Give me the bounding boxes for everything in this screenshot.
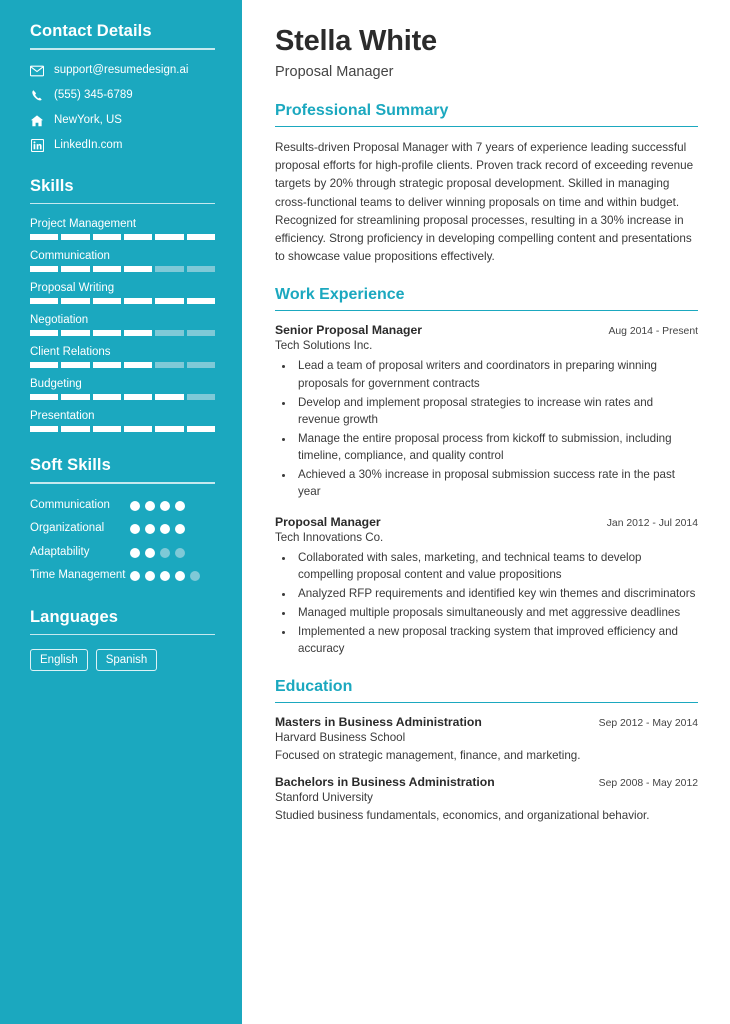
skills-list xyxy=(30,218,215,432)
skill-segment xyxy=(155,426,183,432)
skill-segment xyxy=(124,330,152,336)
skill-rating-bar xyxy=(30,298,215,304)
job-bullet: • Collaborated with sales, marketing, and technical teams to develop compelling proposal content and value propositions xyxy=(295,549,698,583)
skill-segment xyxy=(93,298,121,304)
skill-name: Negotiation xyxy=(30,314,89,327)
education-school: Harvard Business School xyxy=(275,730,406,744)
skill-segment xyxy=(187,330,215,336)
job-date: Aug 2014 - Present xyxy=(608,326,698,338)
skill-segment xyxy=(155,362,183,368)
professional-summary-section xyxy=(275,102,698,266)
skill-rating-bar xyxy=(30,426,215,432)
job-bullet: • Lead a team of proposal writers and coordinators in preparing winning proposals for government contracts xyxy=(295,357,698,391)
divider xyxy=(30,634,215,636)
skill-segment xyxy=(30,426,58,432)
job-header xyxy=(275,515,698,529)
rating-dot xyxy=(145,571,155,581)
skill-segment xyxy=(30,234,58,240)
divider xyxy=(30,48,215,50)
skill-segment xyxy=(155,330,183,336)
job-date: Jan 2012 - Jul 2014 xyxy=(606,517,698,529)
skill-segment xyxy=(93,330,121,336)
skills-title: Skills xyxy=(30,176,74,195)
contact-list xyxy=(30,64,215,153)
job-entry xyxy=(275,515,698,658)
skill-item xyxy=(30,410,215,432)
skill-segment xyxy=(155,234,183,240)
job-bullet-list xyxy=(295,549,698,658)
candidate-role: Proposal Manager xyxy=(275,63,394,80)
rating-dot xyxy=(190,571,200,581)
contact-item-text: support@resumedesign.ai xyxy=(54,63,189,76)
rating-dot xyxy=(130,501,140,511)
skill-segment xyxy=(124,394,152,400)
education-date: Sep 2012 - May 2014 xyxy=(598,717,698,729)
soft-skill-item xyxy=(30,498,215,514)
languages-title: Languages xyxy=(30,607,119,626)
skill-segment xyxy=(61,330,89,336)
rating-dot xyxy=(130,571,140,581)
skill-segment xyxy=(187,234,215,240)
divider xyxy=(30,482,215,484)
contact-item[interactable] xyxy=(30,139,215,153)
soft-skill-item xyxy=(30,545,215,561)
job-header xyxy=(275,323,698,337)
education-description: Studied business fundamentals, economics, and organizational behavior. xyxy=(275,808,650,822)
skill-segment xyxy=(124,234,152,240)
skill-segment xyxy=(124,266,152,272)
education-title: Education xyxy=(275,677,353,695)
job-bullet: • Implemented a new proposal tracking system that improved efficiency and accuracy xyxy=(295,623,698,657)
rating-dot xyxy=(145,548,155,558)
job-company: Tech Solutions Inc. xyxy=(275,339,373,353)
skill-rating-bar xyxy=(30,266,215,272)
contact-item-text: NewYork, US xyxy=(54,113,122,126)
linkedin-icon xyxy=(30,139,44,153)
skill-rating-bar xyxy=(30,394,215,400)
skill-segment xyxy=(93,234,121,240)
sidebar xyxy=(0,0,245,1024)
skill-segment xyxy=(155,298,183,304)
skill-segment xyxy=(61,426,89,432)
soft-skills-list xyxy=(30,498,215,584)
contact-details-title: Contact Details xyxy=(30,22,152,40)
soft-skill-name: Communication xyxy=(30,498,110,511)
rating-dot xyxy=(175,524,185,534)
rating-dot xyxy=(175,548,185,558)
education-entry xyxy=(275,775,698,822)
contact-item-text: (555) 345-6789 xyxy=(54,88,133,101)
soft-skill-rating xyxy=(130,498,202,511)
skill-rating-bar xyxy=(30,330,215,336)
rating-dot xyxy=(160,524,170,534)
divider xyxy=(275,310,698,311)
soft-skill-rating xyxy=(130,545,202,558)
skill-segment xyxy=(155,266,183,272)
language-chip: Spanish xyxy=(96,649,158,671)
skill-segment xyxy=(30,394,58,400)
soft-skill-rating xyxy=(130,568,202,581)
skill-segment xyxy=(155,394,183,400)
rating-dot xyxy=(160,548,170,558)
phone-icon xyxy=(30,89,44,103)
work-experience-section xyxy=(275,286,698,657)
job-bullet: • Develop and implement proposal strategies to increase win rates and revenue growth xyxy=(295,394,698,428)
skill-segment xyxy=(30,298,58,304)
skill-item xyxy=(30,346,215,368)
professional-summary-text: Results-driven Proposal Manager with 7 years of experience leading successful proposal efforts for high-profile clients. Proven track record of exceeding revenue targets by 20% through strategic proposal development. Skilled in managing cross-functional teams to deliver winning proposals on time and within budget. Recognized for streamlining proposal processes, resulting in a 30% increase in efficiency. Strong proficiency in developing compelling content and presentations to showcase value propositions effectively. xyxy=(275,141,694,263)
job-title: Proposal Manager xyxy=(275,514,381,529)
skill-segment xyxy=(187,266,215,272)
candidate-name: Stella White xyxy=(275,25,437,57)
skill-name: Budgeting xyxy=(30,378,82,391)
jobs-list xyxy=(275,323,698,657)
skill-item xyxy=(30,314,215,336)
contact-item-text: LinkedIn.com xyxy=(54,138,123,151)
skill-item xyxy=(30,282,215,304)
rating-dot xyxy=(175,571,185,581)
skill-segment xyxy=(187,394,215,400)
rating-dot xyxy=(160,571,170,581)
skill-segment xyxy=(124,362,152,368)
skill-segment xyxy=(187,362,215,368)
soft-skill-name: Organizational xyxy=(30,522,105,535)
contact-item[interactable] xyxy=(30,114,215,128)
rating-dot xyxy=(160,501,170,511)
job-bullet: • Manage the entire proposal process from kickoff to submission, including timeline, compliance, and quality control xyxy=(295,430,698,464)
skill-item xyxy=(30,250,215,272)
skill-segment xyxy=(61,234,89,240)
home-icon xyxy=(30,114,44,128)
skill-segment xyxy=(187,426,215,432)
skill-segment xyxy=(93,426,121,432)
job-bullet-list xyxy=(295,357,698,500)
contact-item[interactable] xyxy=(30,64,215,78)
divider xyxy=(275,126,698,127)
skill-segment xyxy=(61,362,89,368)
education-entry xyxy=(275,715,698,762)
divider xyxy=(30,203,215,205)
skill-name: Presentation xyxy=(30,410,95,423)
rating-dot xyxy=(130,524,140,534)
divider xyxy=(275,702,698,703)
rating-dot xyxy=(145,524,155,534)
skills-section xyxy=(30,177,215,433)
soft-skill-name: Time Management xyxy=(30,569,126,582)
professional-summary-title: Professional Summary xyxy=(275,101,449,119)
work-experience-title: Work Experience xyxy=(275,286,405,304)
job-company: Tech Innovations Co. xyxy=(275,530,384,544)
rating-dot xyxy=(130,548,140,558)
soft-skill-item xyxy=(30,521,215,537)
contact-details-section xyxy=(30,22,215,153)
skill-rating-bar xyxy=(30,234,215,240)
skill-segment xyxy=(124,426,152,432)
contact-item[interactable] xyxy=(30,89,215,103)
skill-item xyxy=(30,378,215,400)
skill-rating-bar xyxy=(30,362,215,368)
education-degree: Masters in Business Administration xyxy=(275,714,482,729)
envelope-icon xyxy=(30,64,44,78)
skill-name: Proposal Writing xyxy=(30,282,115,295)
skill-segment xyxy=(93,362,121,368)
education-header xyxy=(275,775,698,789)
education-list xyxy=(275,715,698,822)
soft-skill-item xyxy=(30,568,215,584)
job-entry xyxy=(275,323,698,500)
education-school: Stanford University xyxy=(275,790,373,804)
soft-skill-rating xyxy=(130,521,202,534)
language-chip: English xyxy=(30,649,88,671)
skill-segment xyxy=(93,266,121,272)
skill-segment xyxy=(30,330,58,336)
skill-segment xyxy=(124,298,152,304)
languages-section xyxy=(30,608,215,672)
skill-segment xyxy=(61,394,89,400)
skill-segment xyxy=(93,394,121,400)
education-description: Focused on strategic management, finance, and marketing. xyxy=(275,748,581,762)
job-bullet: • Achieved a 30% increase in proposal submission success rate in the past year xyxy=(295,466,698,500)
rating-dot xyxy=(145,501,155,511)
skill-segment xyxy=(61,266,89,272)
soft-skill-name: Adaptability xyxy=(30,545,90,558)
skill-name: Project Management xyxy=(30,218,137,231)
skill-segment xyxy=(61,298,89,304)
education-degree: Bachelors in Business Administration xyxy=(275,774,495,789)
education-date: Sep 2008 - May 2012 xyxy=(598,777,698,789)
job-bullet: • Analyzed RFP requirements and identified key win themes and discriminators xyxy=(295,585,698,602)
skill-segment xyxy=(187,298,215,304)
languages-list xyxy=(30,649,215,671)
skill-name: Client Relations xyxy=(30,346,111,359)
soft-skills-title: Soft Skills xyxy=(30,456,111,475)
education-header xyxy=(275,715,698,729)
soft-skills-section xyxy=(30,456,215,584)
main-content xyxy=(245,0,730,1024)
skill-segment xyxy=(30,266,58,272)
job-bullet: • Managed multiple proposals simultaneously and met aggressive deadlines xyxy=(295,604,698,621)
skill-segment xyxy=(30,362,58,368)
job-title: Senior Proposal Manager xyxy=(275,323,422,338)
education-section xyxy=(275,678,698,822)
skill-name: Communication xyxy=(30,250,110,263)
skill-item xyxy=(30,218,215,240)
rating-dot xyxy=(175,501,185,511)
